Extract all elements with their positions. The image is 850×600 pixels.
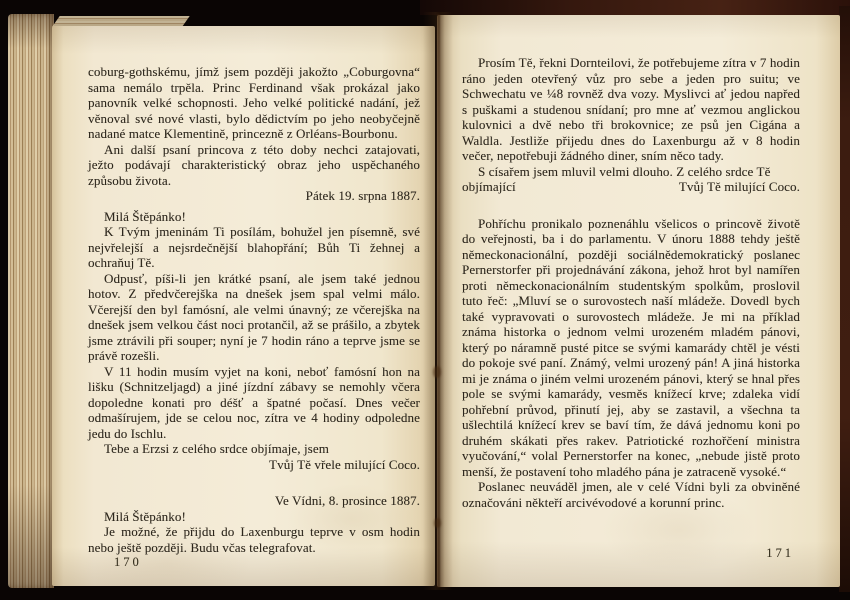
letter-closing-word: objímající (462, 179, 516, 194)
right-page-text-column (462, 55, 800, 510)
paragraph: Odpusť, píši-li jen krátké psaní, ale jsem také jednou hotov. Z předvčerejška na dnešek jsem spal velmi málo. Včerejší den byl famósní, ale velmi únavný; ze včerejška na dnešek jsem velkou část noci protančil, až se prášilo, a zbytek jsme ztrávili při souper; nyní je 7 hodin ráno a teprve jsme se právě rozešli. (88, 270, 420, 363)
letter-signature: Tvůj Tě milující Coco. (678, 179, 800, 194)
letter-dateline: Pátek 19. srpna 1887. (305, 188, 420, 203)
paragraph: coburg-gothskému, jímž jsem později jakožto „Coburgovna“ sama nemálo trpěla. Princ Ferdinand však prokázal jako panovník velké schopnosti. Jeho velké politické nadání, jež věnoval své nové vlasti, bylo dědictvím po jeho neobyčejně nadané matce Klementině, princezně z Orléans-Bourbonu. (88, 64, 420, 141)
paragraph: Je možné, že přijdu do Laxenburgu teprve v osm hodin nebo ještě později. Budu včas telegrafovat. (88, 524, 420, 555)
letter-closing: Tebe a Erzsi z celého srdce objímaje, jsem (104, 441, 329, 456)
gutter-spot (434, 518, 441, 528)
letter-dateline: Ve Vídni, 8. prosince 1887. (274, 493, 420, 508)
page-edges-stack (8, 14, 54, 588)
paragraph: Pohříchu pronikalo poznenáhlu všelicos o princově životě do veřejnosti, ba i do parlamentu. V únoru 1888 tehdy ještě německonacionální, později sociálnědemokratický poslanec Pernerstorfer při projednávání zákona, jehož hrot byl namířen proti německonacionálním studentským spolkům, proslovil tuto řeč: „Mluví se o surovostech naší mládeže. Dovedl bych také vypravovati o surovostech mládeže. Je mi na příklad známa historka o jednom velmi urozeném mladém pánovi, který po náramně pusté pitce se svými kamarády chtěl je vésti do pokoje své paní. Známý, velmi urozený pán! A jiná historka mi je známa o jiném velmi urozeném pánovi, který se hnal přes pole se svými kamarády, vesměs knížecí krve; zdaleka vidí pohřební průvod, přinutí jej, aby se zastavil, a všechna ta ušlechtilá knížecí krev se baví tím, že dává jednomu koni po druhém skákati přes rakev. Patriotické rozhořčení ministra vyučování,“ volal Pernerstorfer na konec, „nebude jistě proto menší, že postavení toho mladého pána je zatraceně vysoké.“ (462, 215, 800, 479)
paragraph: S císařem jsem mluvil velmi dlouho. Z celého srdce Tě (478, 163, 771, 179)
page-number: 171 (766, 546, 794, 560)
gutter-crease (437, 14, 440, 588)
right-page (437, 15, 840, 587)
page-number: 170 (114, 555, 142, 569)
left-page-text-column (88, 64, 420, 555)
paragraph: Poslanec neuváděl jmen, ale v celé Vídni byli za obviněné označováni někteří arcivévodové a korunní princ. (462, 479, 800, 510)
left-page (52, 26, 435, 586)
paragraph: Ani další psaní princova z této doby nechci zatajovati, ježto podávají charakteristický obraz jeho uspěchaného způsobu života. (88, 141, 420, 188)
paragraph: V 11 hodin musím vyjet na koni, neboť famósní hon na lišku (Schnitzeljagd) a jiné jízdní zábavy se nemohly včera dopoledne konati pro déšť a špatné počasí. Dnes večer odmašírujem, jde se celou noc, zítra ve 4 hodiny odpoledne jedu do Ischlu. (88, 363, 420, 441)
book-cover-right-edge (839, 6, 850, 592)
gutter-spot (433, 366, 441, 378)
book-cover-top-edge (420, 0, 850, 15)
paragraph: K Tvým jmeninám Ti posílám, bohužel jen písemně, své nejvřelejší a nejsrdečnější blahopřání; Bůh Ti žehnej a ochraňuj Tě. (88, 224, 420, 270)
letter-signature-line (462, 179, 800, 195)
letter-signature: Tvůj Tě vřele milující Coco. (269, 456, 420, 472)
paragraph: Prosím Tě, řekni Dornteilovi, že potřebujeme zítra v 7 hodin ráno jeden otevřený vůz pro sebe a jeden pro suitu; ve Schwechatu ve ¼8 rovněž dva vozy. Myslivci ať jedou napřed s puškami a studenou snídaní; pro mne ať vezmou anglickou kulovnici a dvě nebo tři brokovnice; ze psů jen Cigána a Waldla. Jestliže přijedu dnes do Laxenburgu až v 8 hodin večer, nepotřebuji žádného diner, sním něco tady. (462, 55, 800, 163)
letter-salutation: Milá Štěpánko! (104, 208, 186, 224)
letter-salutation: Milá Štěpánko! (104, 508, 186, 524)
